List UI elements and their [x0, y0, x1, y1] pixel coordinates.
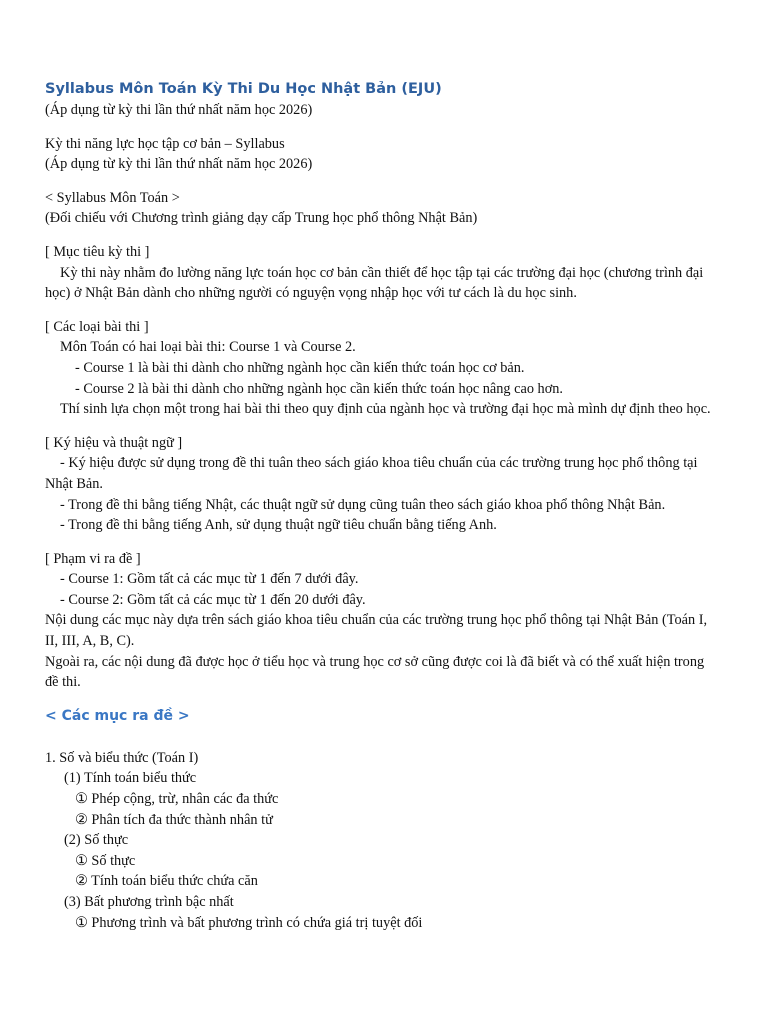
types-item-course2: - Course 2 là bài thi dành cho những ngành học cần kiến thức toán học nâng cao hơn.: [75, 380, 563, 397]
intro-line-1: Kỳ thi năng lực học tập cơ bản – Syllabus: [45, 135, 285, 152]
scope-section: [45, 549, 721, 693]
notation-item-2: - Trong đề thi bằng tiếng Nhật, các thuật ngữ sử dụng cũng tuân theo sách giáo khoa phổ thông Nhật Bản.: [60, 496, 666, 513]
notation-item-1: - Ký hiệu được sử dụng trong đề thi tuân theo sách giáo khoa tiêu chuẩn của các trường trung học phổ thông tại Nhật Bản.: [45, 455, 698, 492]
document-page: [45, 78, 721, 933]
syllabus-line-2: (Đối chiếu với Chương trình giảng dạy cấp Trung học phổ thông Nhật Bản): [45, 210, 478, 227]
topics-section: [45, 706, 721, 933]
page-title: Syllabus Môn Toán Kỳ Thi Du Học Nhật Bản (EJU): [45, 81, 442, 97]
objective-section: [45, 242, 721, 304]
notation-item-3: - Trong đề thi bằng tiếng Anh, sử dụng thuật ngữ tiêu chuẩn bằng tiếng Anh.: [60, 517, 497, 534]
topic-sub-3-item-1: ① Phương trình và bất phương trình có chứa giá trị tuyệt đối: [75, 914, 423, 931]
topic-sub-1-item-1: ① Phép cộng, trừ, nhân các đa thức: [75, 791, 279, 808]
topics-heading: < Các mục ra đề >: [45, 707, 190, 724]
types-section: [45, 317, 721, 420]
title-subtitle: (Áp dụng từ kỳ thi lần thứ nhất năm học 2026): [45, 102, 313, 118]
scope-item-course1: - Course 1: Gồm tất cả các mục từ 1 đến 7 dưới đây.: [60, 571, 359, 588]
objective-heading: [ Mục tiêu kỳ thi ]: [45, 243, 150, 260]
topic-sub-2: (2) Số thực: [64, 832, 129, 849]
types-note: Thí sinh lựa chọn một trong hai bài thi theo quy định của ngành học và trường đại học mà mình dự định theo học.: [60, 401, 711, 418]
types-heading: [ Các loại bài thi ]: [45, 318, 149, 335]
syllabus-line-1: < Syllabus Môn Toán >: [45, 189, 180, 206]
topic-sub-1: (1) Tính toán biểu thức: [64, 770, 197, 787]
topic-section-1: 1. Số và biểu thức (Toán I): [45, 749, 199, 766]
topic-sub-2-item-1: ① Số thực: [75, 852, 136, 869]
topic-sub-3: (3) Bất phương trình bậc nhất: [64, 894, 234, 910]
intro-block: [45, 134, 721, 175]
topics-spacer: [45, 726, 721, 748]
intro-line-2: (Áp dụng từ kỳ thi lần thứ nhất năm học 2026): [45, 156, 313, 173]
syllabus-block: [45, 188, 721, 229]
notation-section: [45, 433, 721, 536]
title-block: [45, 78, 721, 121]
scope-item-course2: - Course 2: Gồm tất cả các mục từ 1 đến 20 dưới đây.: [60, 591, 366, 608]
notation-heading: [ Ký hiệu và thuật ngữ ]: [45, 434, 183, 451]
topic-sub-2-item-2: ② Tính toán biểu thức chứa căn: [75, 873, 258, 890]
types-intro: Môn Toán có hai loại bài thi: Course 1 và Course 2.: [60, 339, 356, 356]
scope-paragraph-2: Ngoài ra, các nội dung đã được học ở tiểu học và trung học cơ sở cũng được coi là đã biết và có thể xuất hiện trong đề thi.: [45, 653, 705, 691]
types-item-course1: - Course 1 là bài thi dành cho những ngành học cần kiến thức toán học cơ bản.: [75, 359, 525, 376]
scope-heading: [ Phạm vi ra đề ]: [45, 550, 141, 567]
scope-paragraph-1: Nội dung các mục này dựa trên sách giáo khoa tiêu chuẩn của các trường trung học phổ thông tại Nhật Bản (Toán I, II, III, A, B, C).: [45, 612, 708, 650]
topic-sub-1-item-2: ② Phân tích đa thức thành nhân tử: [75, 811, 273, 828]
objective-text: Kỳ thi này nhằm đo lường năng lực toán học cơ bản cần thiết để học tập tại các trường đại học (chương trình đại học) ở Nhật Bản dành cho những người có nguyện vọng nhập học với tư cách là du học sinh.: [45, 264, 704, 302]
